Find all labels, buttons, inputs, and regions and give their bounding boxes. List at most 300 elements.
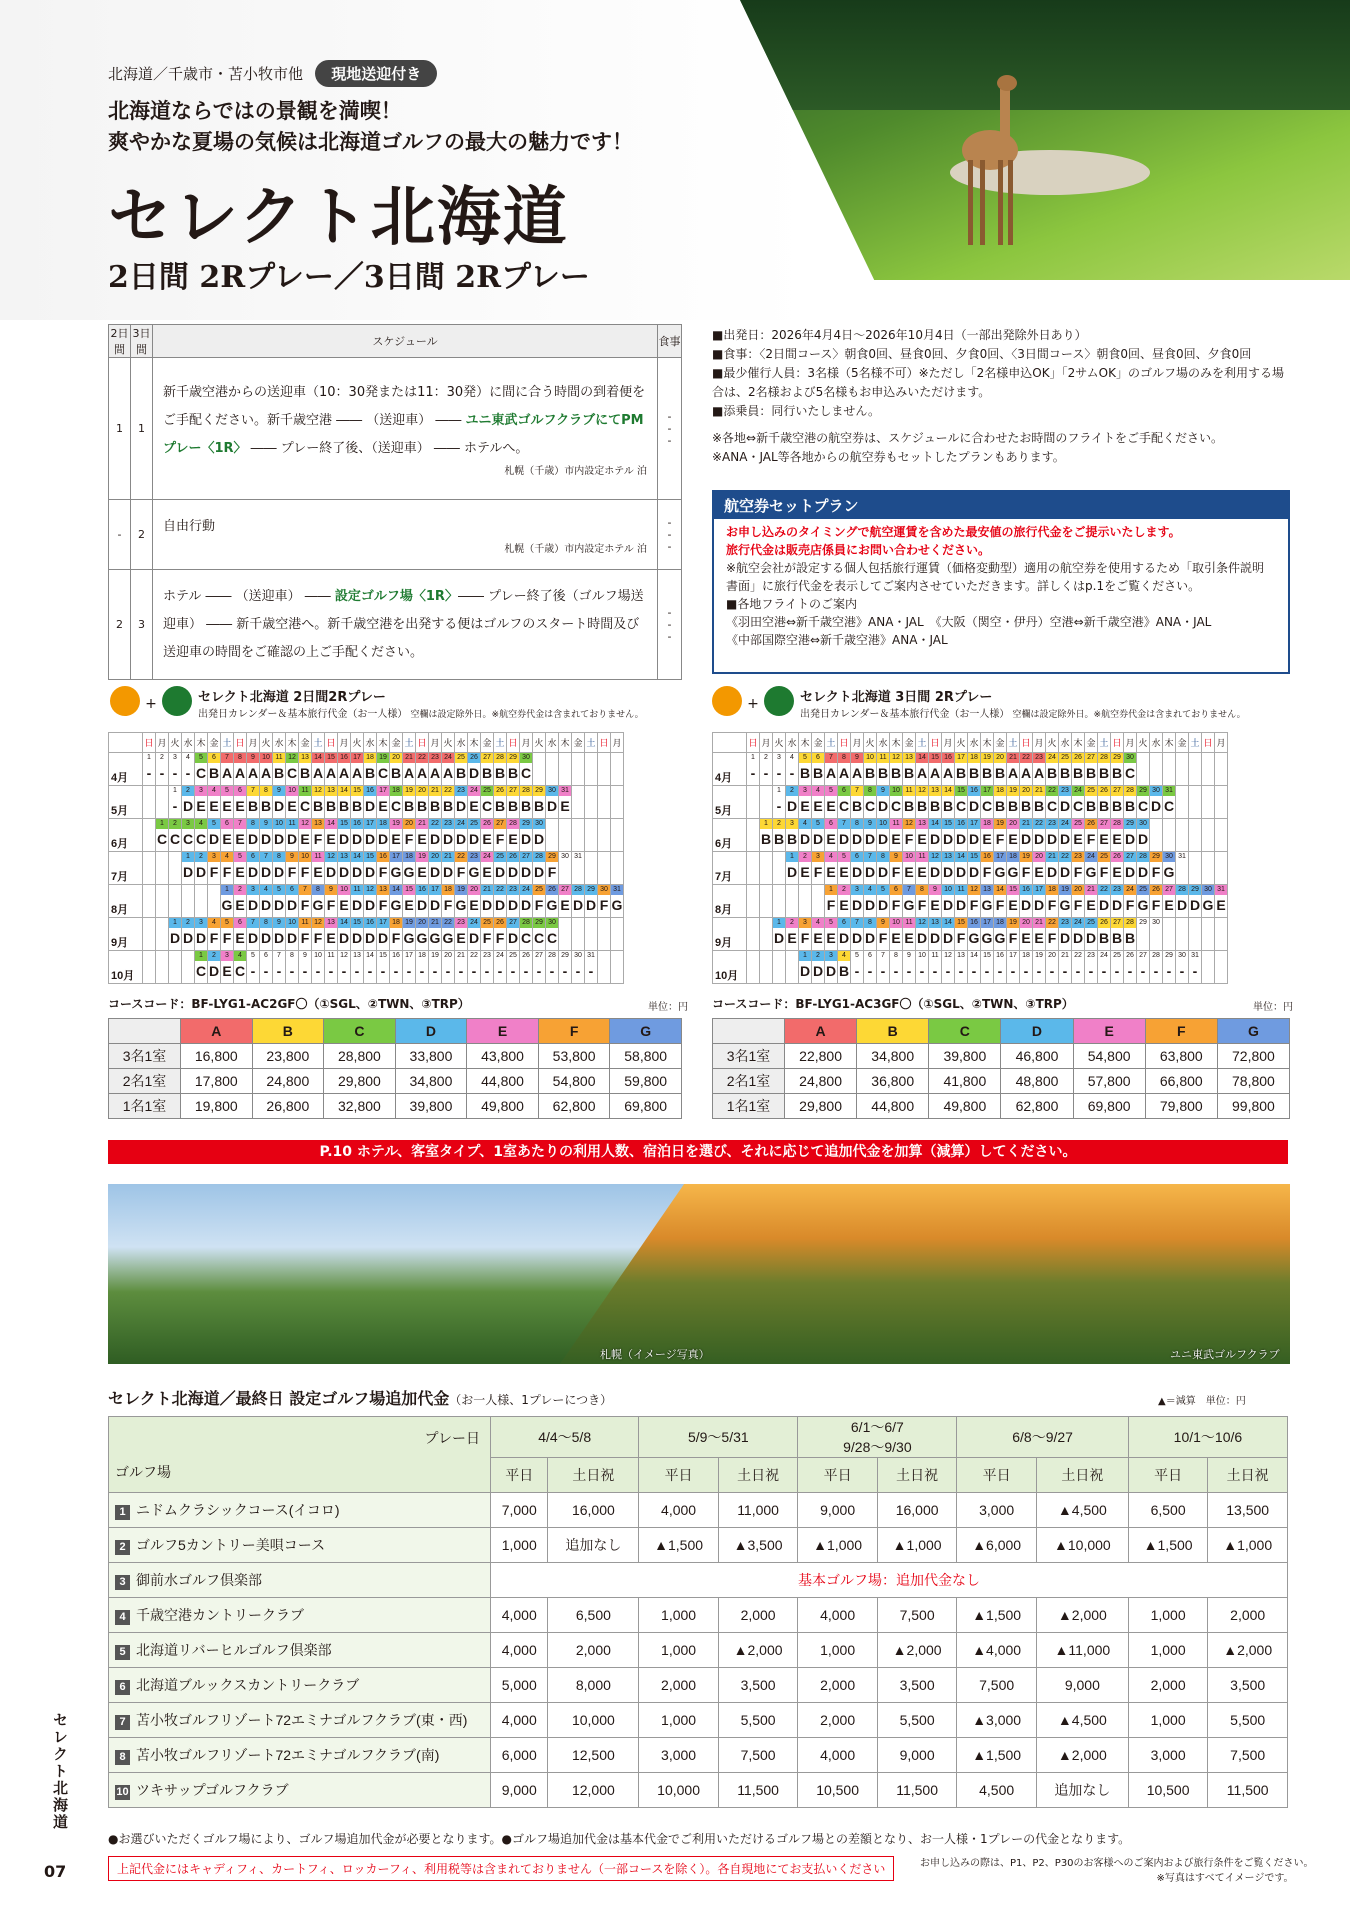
day-type-header: 平日 [957, 1458, 1037, 1493]
air-red-note: お申し込みのタイミングで航空運賃を含めた最安値の旅行代金をご提示いたします。 [726, 525, 1181, 539]
col-schedule: スケジュール [153, 325, 658, 358]
calendar-day: 8 F [916, 885, 929, 918]
month-label: 5月 [713, 786, 747, 819]
calendar-day [760, 885, 773, 918]
price-cell: 36,800 [857, 1069, 929, 1094]
calendar-day: 5 B [799, 753, 812, 786]
calendar-sub: 出発日カレンダー＆基本旅行代金（お一人様） [800, 709, 1010, 720]
price-cell: 32,800 [324, 1094, 396, 1119]
calendar-day: 8 D [273, 852, 286, 885]
golf-course-name: 10 ツキサップゴルフクラブ [109, 1773, 491, 1808]
calendar-day: 9 D [273, 786, 286, 819]
surcharge-cell: 1,000 [1128, 1598, 1208, 1633]
calendar-day: 5 D [208, 819, 221, 852]
calendar-day [1202, 819, 1215, 852]
calendar-day: 17 B [955, 753, 968, 786]
calendar-day: 8 - [286, 951, 299, 984]
calendar-day [760, 786, 773, 819]
calendar-day: 2 E [838, 885, 851, 918]
calendar-day: 12 E [299, 819, 312, 852]
weekday-header: 水 [455, 733, 468, 753]
calendar-day: 30 C [520, 753, 533, 786]
calendar-day: 27 B [481, 753, 494, 786]
catchphrase [108, 95, 633, 157]
golf-corner-header: プレー日 ゴルフ場 [109, 1417, 491, 1493]
photo-caption-golf: ユニ東武ゴルフクラブ [1170, 1348, 1280, 1361]
hotel-note-banner: P.10 ホテル、客室タイプ、1室あたりの利用人数、宿泊日を選び、それに応じて追加代金を加算（減算）してください。 [108, 1140, 1288, 1164]
calendar-day [546, 819, 559, 852]
calendar-day [156, 852, 169, 885]
weekday-header: 水 [968, 733, 981, 753]
day-2d: - [109, 500, 131, 570]
photo-caption-sapporo: 札幌（イメージ写真） [600, 1348, 710, 1361]
calendar-day [143, 852, 156, 885]
price-cell: 79,800 [1145, 1094, 1217, 1119]
price-cell: 62,800 [1001, 1094, 1073, 1119]
grade-header: A [181, 1019, 253, 1044]
calendar-day: 27 - [1137, 951, 1150, 984]
calendar-day: 2 D [182, 918, 195, 951]
calendar-day: 17 D [377, 918, 390, 951]
golf-course-name: 7 苫小牧ゴルフリゾート72エミナゴルフクラブ(東・西) [109, 1703, 491, 1738]
calendar-day: 1 D [799, 951, 812, 984]
weekday-header: 火 [1046, 733, 1059, 753]
surcharge-cell: ▲4,500 [1036, 1703, 1128, 1738]
calendar-day: 17 C [981, 786, 994, 819]
calendar2 [712, 732, 1228, 984]
calendar-day [773, 852, 786, 885]
calendar-day: 26 E [1111, 852, 1124, 885]
calendar-day: 12 F [968, 885, 981, 918]
weekday-header: 土 [1007, 733, 1020, 753]
unit-label: 単位：円 [1253, 1002, 1293, 1013]
calendar-day: 14 B [338, 786, 351, 819]
calendar-day: 29 F [546, 852, 559, 885]
surcharge-cell: 11,500 [718, 1773, 798, 1808]
schedule-text: 新千歳空港からの送迎車（10：30発または11：30発）に間に合う時間の到着便をご手配ください。新千歳空港 ―― （送迎車） ―― [163, 384, 646, 428]
surcharge-cell: 10,500 [798, 1773, 878, 1808]
weekday-header: 水 [1059, 733, 1072, 753]
calendar-day [182, 951, 195, 984]
calendar-day: 31 E [1215, 885, 1228, 918]
calendar-day: 30 - [1176, 951, 1189, 984]
weekday-header: 火 [351, 733, 364, 753]
calendar-day: 20 D [429, 852, 442, 885]
calendar-day: 2 - [156, 753, 169, 786]
calendar-day: 21 - [455, 951, 468, 984]
calendar-day: 14 D [929, 819, 942, 852]
calendar-day [143, 951, 156, 984]
calendar-day: 13 - [351, 951, 364, 984]
calendar-day: 4 B [838, 951, 851, 984]
surcharge-cell: 7,000 [491, 1493, 548, 1528]
golf-title-note: （お一人様、1プレーにつき） [449, 1393, 613, 1407]
calendar1 [108, 732, 624, 984]
calendar-day [1189, 852, 1202, 885]
price-cell: 26,800 [252, 1094, 324, 1119]
calendar-day: 23 D [1111, 885, 1124, 918]
weekday-header: 金 [812, 733, 825, 753]
calendar-day: 13 F [377, 885, 390, 918]
deer-illustration [950, 55, 1030, 255]
day-type-header: 平日 [798, 1458, 878, 1493]
calendar-day: 26 B [1098, 786, 1111, 819]
weekday-header: 木 [195, 733, 208, 753]
surcharge-cell: 13,500 [1208, 1493, 1288, 1528]
surcharge-cell: 11,500 [877, 1773, 957, 1808]
calendar-day: 25 - [507, 951, 520, 984]
calendar-day: 30 D [546, 786, 559, 819]
calendar-day: 11 B [273, 753, 286, 786]
surcharge-cell: 追加なし [1036, 1773, 1128, 1808]
weekday-header: 水 [546, 733, 559, 753]
room-type: 1名1室 [713, 1094, 785, 1119]
calendar-day: 17 D [968, 819, 981, 852]
weekday-header: 火 [864, 733, 877, 753]
golf-course-name: 3 御前水ゴルフ倶楽部 [109, 1563, 491, 1598]
calendar-day: 7 B [247, 786, 260, 819]
calendar-day: 17 - [403, 951, 416, 984]
calendar-day [598, 852, 611, 885]
calendar-day: 5 E [838, 852, 851, 885]
surcharge-cell: 4,000 [798, 1598, 878, 1633]
calendar-day: 24 B [1046, 753, 1059, 786]
calendar-day: 8 D [864, 918, 877, 951]
calendar-day: 10 B [864, 753, 877, 786]
calendar-day: 16 - [994, 951, 1007, 984]
calendar-day: 29 B [507, 753, 520, 786]
calendar-day: 16 D [364, 786, 377, 819]
calendar-day: 17 A [351, 753, 364, 786]
grade-header: C [324, 1019, 396, 1044]
col-meal: 食事 [658, 325, 682, 358]
calendar-day: 17 D [1033, 885, 1046, 918]
calendar2-header: + [712, 686, 794, 720]
surcharge-cell: 追加なし [548, 1528, 639, 1563]
calendar-day [1163, 819, 1176, 852]
calendar-day: 2 E [799, 852, 812, 885]
calendar-day: 11 E [916, 852, 929, 885]
calendar-day: 10 D [877, 819, 890, 852]
surcharge-cell: 4,000 [798, 1738, 878, 1773]
surcharge-cell: 2,000 [639, 1668, 719, 1703]
surcharge-cell: 2,000 [1208, 1598, 1288, 1633]
grade-header: A [785, 1019, 857, 1044]
surcharge-cell: ▲2,000 [1208, 1633, 1288, 1668]
weekday-header: 金 [1176, 733, 1189, 753]
calendar-day: 20 E [1020, 918, 1033, 951]
calendar-day [1215, 819, 1228, 852]
calendar-day: 5 D [273, 885, 286, 918]
surcharge-cell: 5,500 [718, 1703, 798, 1738]
calendar2-title: セレクト北海道 3日間 2Rプレー [800, 690, 993, 705]
calendar-day: 3 C [182, 819, 195, 852]
calendar-day: 20 B [390, 753, 403, 786]
calendar-day: 13 - [955, 951, 968, 984]
surcharge-cell: 6,000 [491, 1738, 548, 1773]
calendar-day [572, 918, 585, 951]
surcharge-cell: 1,000 [1128, 1703, 1208, 1738]
calendar-day: 24 D [468, 918, 481, 951]
calendar-day: 26 B [1072, 753, 1085, 786]
calendar-day [812, 885, 825, 918]
calendar-day: 4 E [812, 786, 825, 819]
calendar-day [611, 852, 624, 885]
calendar-day: 10 A [260, 753, 273, 786]
calendar-day [156, 885, 169, 918]
calendar-day: 2 - [760, 753, 773, 786]
calendar-day: 2 D [182, 786, 195, 819]
calendar-day: 12 D [916, 918, 929, 951]
calendar-day: 20 B [416, 786, 429, 819]
weekday-header: 金 [903, 733, 916, 753]
calendar-day: 3 D [247, 885, 260, 918]
calendar-day: 8 D [260, 918, 273, 951]
room-type: 3名1室 [109, 1044, 181, 1069]
calendar-day: 13 E [916, 819, 929, 852]
calendar-day: 12 D [929, 852, 942, 885]
calendar-day: 4 C [234, 951, 247, 984]
weekday-header: 水 [273, 733, 286, 753]
calendar-day: 7 F [299, 885, 312, 918]
price-cell: 33,800 [395, 1044, 467, 1069]
calendar-day: 5 - [851, 951, 864, 984]
weekday-header: 火 [773, 733, 786, 753]
calendar-day: 7 B [851, 786, 864, 819]
surcharge-cell: 3,500 [1208, 1668, 1288, 1703]
calendar-day: 21 D [1020, 819, 1033, 852]
hotel-note: 札幌（千歳）市内設定ホテル 泊 [504, 465, 647, 477]
calendar-day: 25 G [1137, 885, 1150, 918]
calendar-day: 25 F [481, 918, 494, 951]
weekday-header: 月 [156, 733, 169, 753]
golf-course-photo [560, 1184, 1290, 1364]
surcharge-cell: 2,000 [798, 1668, 878, 1703]
weekday-header: 日 [929, 733, 942, 753]
calendar-day: 5 E [221, 786, 234, 819]
calendar-day: 1 D [169, 918, 182, 951]
calendar-day [195, 885, 208, 918]
surcharge-cell: 12,500 [548, 1738, 639, 1773]
calendar-day: 16 D [416, 885, 429, 918]
info-line: ■最少催行人員：3名様（5名様不可）※ただし「2名様申込OK」「2サムOK」のゴルフ場のみを利用する場合は、2名様および5名様もお申込みいただけます。 [712, 366, 1284, 399]
air-note: 《羽田空港⇔新千歳空港》ANA・JAL 《大阪（関空・伊丹）空港⇔新千歳空港》ANA・JAL [726, 615, 1212, 629]
month-header [713, 733, 747, 753]
calendar-day: 8 D [877, 852, 890, 885]
calendar-day: 6 B [208, 753, 221, 786]
calendar-day: 17 E [377, 786, 390, 819]
calendar-day: 1 - [773, 786, 786, 819]
calendar-day: 12 C [286, 753, 299, 786]
calendar-day [1215, 951, 1228, 984]
surcharge-cell: 6,500 [548, 1598, 639, 1633]
calendar-day: 20 B [994, 753, 1007, 786]
calendar-day: 9 F [890, 852, 903, 885]
calendar-day [773, 951, 786, 984]
schedule-text: ―― プレー終了後（ゴルフ場送迎車） ―― 新千歳空港へ。新千歳空港を出発する便はゴルフのスタート時間及び送迎車の時間をご確認の上ご手配ください。 [163, 588, 644, 660]
calendar-day: 22 A [416, 753, 429, 786]
calendar-day [1176, 786, 1189, 819]
calendar-day: 9 A [247, 753, 260, 786]
calendar-day: 27 B [1111, 786, 1124, 819]
surcharge-cell: 11,500 [1208, 1773, 1288, 1808]
calendar-day: 8 A [838, 753, 851, 786]
calendar-day: 22 F [1046, 918, 1059, 951]
calendar-day: 23 A [1033, 753, 1046, 786]
calendar-day: 15 A [929, 753, 942, 786]
price-cell: 72,800 [1217, 1044, 1289, 1069]
calendar-day: 27 - [533, 951, 546, 984]
calendar-day: 6 B [812, 753, 825, 786]
calendar-day: 11 E [890, 819, 903, 852]
calendar-day [747, 786, 760, 819]
tour-info [712, 326, 1292, 467]
calendar-day: 7 - [877, 951, 890, 984]
calendar-day: 9 F [877, 918, 890, 951]
calendar-day [169, 852, 182, 885]
surcharge-cell: 11,000 [718, 1493, 798, 1528]
calendar-day: 27 E [559, 885, 572, 918]
price-cell: 29,800 [324, 1069, 396, 1094]
weekday-header: 木 [799, 733, 812, 753]
calendar-day: 22 D [1059, 852, 1072, 885]
info-line: ※各地⇔新千歳空港の航空券は、スケジュールに合わせたお時間のフライトをご手配ください。 [712, 431, 1224, 445]
calendar-day: 13 D [929, 918, 942, 951]
info-line: ■出発日：2026年4月4日～2026年10月4日（一部出発除外日あり） [712, 328, 1087, 342]
calendar-day: 29 [1137, 918, 1150, 951]
calendar-day: 15 F [955, 918, 968, 951]
calendar-day [1215, 753, 1228, 786]
weekday-header: 金 [299, 733, 312, 753]
calendar-day: 18 F [442, 885, 455, 918]
calendar-day: 1 - [747, 753, 760, 786]
room-type: 2名1室 [109, 1069, 181, 1094]
surcharge-cell: 1,000 [798, 1633, 878, 1668]
calendar-day: 18 F [1046, 885, 1059, 918]
meal-cell: - - - [658, 358, 682, 500]
surcharge-cell: 4,000 [491, 1633, 548, 1668]
calendar-day [156, 918, 169, 951]
calendar-day: 8 D [851, 819, 864, 852]
calendar-day: 5 E [825, 918, 838, 951]
weekday-header: 水 [877, 733, 890, 753]
calendar-day: 19 C [377, 753, 390, 786]
calendar-day: 3 F [812, 852, 825, 885]
price-table-2 [712, 1018, 1290, 1119]
surcharge-cell: ▲6,000 [957, 1528, 1037, 1563]
day-3d: 3 [131, 570, 153, 680]
calendar-day: 29 - [1163, 951, 1176, 984]
calendar-day: 28 - [1150, 951, 1163, 984]
calendar-day: 29 D [585, 885, 598, 918]
weekday-header: 木 [377, 733, 390, 753]
month-label: 6月 [109, 819, 143, 852]
calendar-day: 6 E [221, 819, 234, 852]
calendar-day: 6 E [234, 918, 247, 951]
calendar-day: 23 E [455, 918, 468, 951]
calendar-day: 22 C [1046, 786, 1059, 819]
calendar-day: 29 D [520, 819, 533, 852]
footnote-warning: 上記代金にはキャディフィ、カートフィ、ロッカーフィ、利用税等は含まれておりません（一部コースを除く）。各自現地にてお支払いください [108, 1856, 894, 1881]
calendar-day: 27 B [507, 786, 520, 819]
calendar-day: 26 E [481, 819, 494, 852]
calendar-day: 2 C [169, 819, 182, 852]
calendar-day [156, 786, 169, 819]
weekday-header: 金 [1085, 733, 1098, 753]
surcharge-cell: 5,500 [1208, 1703, 1288, 1738]
calendar-day: 12 B [916, 786, 929, 819]
calendar-day: 11 E [903, 918, 916, 951]
calendar-day [598, 786, 611, 819]
calendar-day: 16 A [942, 753, 955, 786]
hotel-note: 札幌（千歳）市内設定ホテル 泊 [504, 543, 647, 555]
calendar-day: 11 D [351, 885, 364, 918]
surcharge-cell: 1,000 [639, 1633, 719, 1668]
calendar-day: 5 E [825, 786, 838, 819]
price-cell: 44,800 [467, 1069, 539, 1094]
weekday-header: 月 [1033, 733, 1046, 753]
calendar-day: 4 E [812, 918, 825, 951]
surcharge-cell: 9,000 [877, 1738, 957, 1773]
price-cell: 44,800 [857, 1094, 929, 1119]
calendar-day: 20 F [1072, 885, 1085, 918]
calendar-day: 10 C [890, 786, 903, 819]
day-type-header: 土日祝 [718, 1458, 798, 1493]
calendar-day [598, 819, 611, 852]
calendar-day [611, 819, 624, 852]
calendar-day [143, 885, 156, 918]
calendar-day: 5 C [195, 753, 208, 786]
calendar-day: 3 E [799, 786, 812, 819]
calendar-day: 23 D [455, 786, 468, 819]
calendar-day: 28 D [533, 852, 546, 885]
calendar-day [1150, 753, 1163, 786]
col-3day: 3日間 [131, 325, 153, 358]
calendar-day: 6 - [864, 951, 877, 984]
calendar-day: 27 E [1163, 885, 1176, 918]
calendar-day: 11 C [299, 786, 312, 819]
calendar-day [786, 885, 799, 918]
calendar-day: 14 E [325, 819, 338, 852]
calendar-day [1176, 918, 1189, 951]
weekday-header: 火 [955, 733, 968, 753]
calendar-day: 10 D [273, 819, 286, 852]
calendar-day: 25 D [494, 852, 507, 885]
calendar-day: 9 - [299, 951, 312, 984]
calendar-day: 1 D [182, 852, 195, 885]
surcharge-cell: 3,000 [957, 1493, 1037, 1528]
calendar-day: 10 D [942, 885, 955, 918]
month-label: 8月 [713, 885, 747, 918]
grade-header: G [610, 1019, 682, 1044]
price-cell: 53,800 [538, 1044, 610, 1069]
calendar-day [1202, 786, 1215, 819]
calendar-day: 3 - [773, 753, 786, 786]
calendar-day: 23 G [468, 852, 481, 885]
calendar-day: 10 E [286, 786, 299, 819]
surcharge-cell: 1,000 [491, 1528, 548, 1563]
calendar-day: 1 G [221, 885, 234, 918]
calendar-day: 18 F [390, 918, 403, 951]
unit-label: 単位：円 [648, 1002, 688, 1013]
calendar-day: 25 F [533, 885, 546, 918]
surcharge-cell: ▲1,500 [957, 1598, 1037, 1633]
calendar-day: 12 D [325, 852, 338, 885]
calendar-day: 6 D [838, 918, 851, 951]
room-type: 2名1室 [713, 1069, 785, 1094]
calendar-day: 22 F [455, 852, 468, 885]
calendar-day [559, 918, 572, 951]
